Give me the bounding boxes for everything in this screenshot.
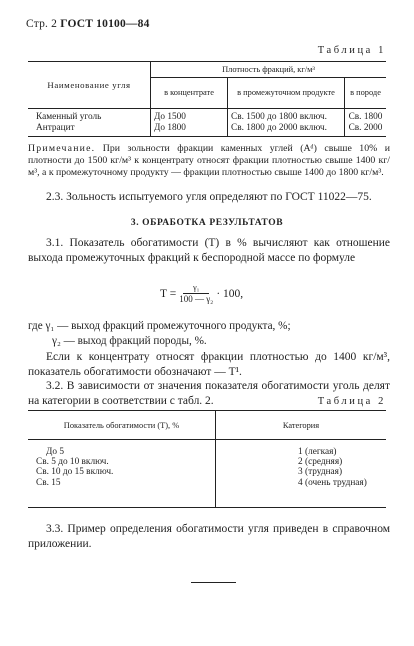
category-table	[28, 410, 386, 508]
note-label: Примечание.	[28, 143, 96, 154]
index-cell: До 5 Св. 5 до 10 включ. Св. 10 до 15 включ. Св. 15	[28, 440, 216, 508]
concentrate-cell: До 1500 До 1800	[151, 109, 228, 137]
index-header: Показатель обогатимости (T), %	[28, 411, 216, 440]
coal-name-cell: Каменный уголь Антрацит	[28, 109, 151, 137]
legend-gamma2: γ₂ — выход фракций породы, %.	[52, 335, 207, 347]
note-text: При зольности фракции каменных углей (Aᵈ) свыше 10% и плотности до 1500 кг/м³ к концентрату относят фракции плотностью свыше 1400 кг/м³, а к промежуточному продукту — фракции плотностью свыше 1400 до 1800 кг/м³.	[28, 143, 391, 179]
density-group-header: Плотность фракций, кг/м³	[151, 62, 387, 78]
category-cell: 1 (легкая) 2 (средняя) 3 (трудная) 4 (очень трудная)	[216, 440, 387, 508]
rock-header: в породе	[345, 78, 387, 109]
paragraph-2-3: 2.3. Зольность испытуемого угля определяют по ГОСТ 11022—75.	[46, 191, 372, 203]
paragraph-3-2: 3.2. В зависимости от значения показателя обогатимости уголь делят на категории в соответствии с табл. 2.	[28, 380, 390, 407]
table2-caption: Таблица 2	[317, 396, 386, 407]
table-note	[28, 143, 390, 180]
table-row	[28, 440, 386, 508]
formula-numerator: γ₁	[183, 283, 209, 294]
table-row	[28, 109, 386, 137]
paragraph-3-1: 3.1. Показатель обогатимости (T) в % вычисляют как отношение выхода промежуточных фракций к беспородной массе по формуле	[28, 237, 390, 264]
middlings-header: в промежуточном продукте	[228, 78, 345, 109]
page-header	[26, 18, 150, 30]
standard-designation: ГОСТ 10100—84	[60, 18, 150, 30]
paragraph-3-3: 3.3. Пример определения обогатимости угля приведен в справочном приложении.	[28, 523, 390, 550]
density-table	[28, 61, 386, 137]
page-number: Стр. 2	[26, 18, 58, 30]
coal-name-header: Наименование угля	[28, 62, 151, 109]
formula-lhs: T =	[160, 288, 177, 300]
paragraph-concentrate: Если к концентрату относят фракции плотностью до 1400 кг/м³, показатель обогатимости обозначают — T¹.	[28, 351, 390, 378]
end-rule	[191, 582, 236, 583]
formula-denominator: 100 — γ₂	[179, 294, 214, 304]
formula-rhs: · 100,	[216, 288, 244, 300]
formula-fraction	[179, 283, 213, 305]
table1-caption: Таблица 1	[317, 45, 386, 56]
rock-cell: Св. 1800 Св. 2000	[345, 109, 387, 137]
formula	[160, 283, 243, 305]
middlings-cell: Св. 1500 до 1800 включ. Св. 1800 до 2000 включ.	[228, 109, 345, 137]
section-title: 3. ОБРАБОТКА РЕЗУЛЬТАТОВ	[130, 218, 284, 228]
concentrate-header: в концентрате	[151, 78, 228, 109]
category-header: Категория	[216, 411, 387, 440]
legend-gamma1: где γ₁ — выход фракций промежуточного продукта, %;	[28, 320, 291, 332]
